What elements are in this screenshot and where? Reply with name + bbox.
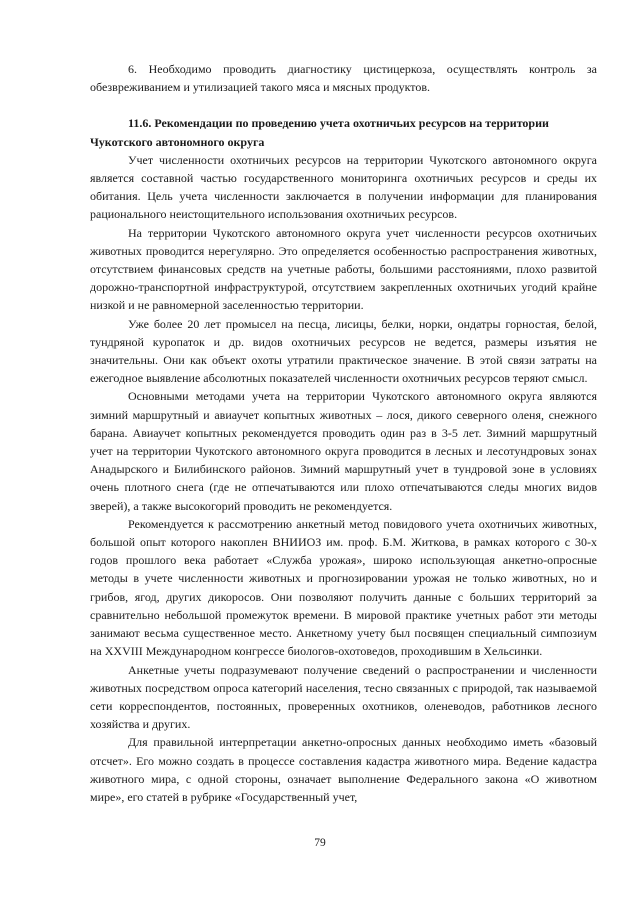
section-heading: 11.6. Рекомендации по проведению учета охотничьих ресурсов на территории Чукотского автономного округа (90, 116, 549, 149)
body-paragraph: Рекомендуется к рассмотрению анкетный метод повидового учета охотничьих животных, большой опыт которого накоплен ВНИИОЗ им. проф. Б.М. Житкова, в рамках которого с 30-х годов прошлого века работает «Служба урожая», широко использующая анкетно-опросные методы в учете численности животных и прогнозировании урожая не только животных, но и грибов, ягод, других дикоросов. Они позволяют получить данные с больших территорий за сравнительно небольшой промежуток времени. В мировой практике учетных работ эти методы занимают весьма существенное место. Анкетному учету был посвящен специальный симпозиум на XXVIII Международном конгрессе биологов-охотоведов, проходившим в Хельсинки. (90, 516, 597, 659)
page-number: 79 (314, 837, 326, 849)
body-paragraph: Уже более 20 лет промысел на песца, лисицы, белки, норки, ондатры горностая, белой, тундряной куропаток и др. видов охотничьих ресурсов не ведется, размеры изъятия не значительны. Они как объект охоты утратили практическое значение. В этой связи затраты на ежегодное выявление абсолютных показателей численности охотничьих ресурсов теряют смысл. (90, 316, 597, 386)
page-body (90, 60, 597, 806)
body-paragraph: Для правильной интерпретации анкетно-опросных данных необходимо иметь «базовый отсчет». Его можно создать в процессе составления кадастра животного мира. Ведение кадастра животного мира, с одной стороны, означает выполнение Федерального закона «О животном мире», его статей в рубрике «Государственный учет, (90, 735, 597, 804)
body-paragraph: На территории Чукотского автономного округа учет численности ресурсов охотничьих животных проводится нерегулярно. Это определяется особенностью распространения животных, отсутствием финансовых средств на учетные работы, большими расстояниями, плохо развитой дорожно-транспортной инфраструктурой, отсутствием закрепленных охотничьих угодий крайне низкой и не равномерной заселенностью территории. (90, 225, 597, 313)
body-paragraph: Анкетные учеты подразумевают получение сведений о распространении и численности животных посредством опроса категорий населения, тесно связанных с природой, так называемой сети корреспондентов, постоянных, проверенных охотников, оленеводов, работников лесного хозяйства и других. (90, 662, 597, 732)
body-paragraph: Учет численности охотничьих ресурсов на территории Чукотского автономного округа является составной частью государственного мониторинга охотничьих ресурсов и среды их обитания. Цель учета численности заключается в получении информации для планирования рационального неистощительного использования охотничьих ресурсов. (90, 152, 597, 222)
intro-paragraph: 6. Необходимо проводить диагностику цистицеркоза, осуществлять контроль за обезвреживанием и утилизацией такого мяса и мясных продуктов. (90, 62, 597, 95)
body-paragraph: Основными методами учета на территории Чукотского автономного округа являются зимний маршрутный и авиаучет копытных животных – лося, дикого северного оленя, снежного барана. Авиаучет копытных рекомендуется проводить один раз в 3-5 лет. Зимний маршрутный учет на территории Чукотского автономного округа проводится в лесных и лесотундровых зонах Анадырского и Билибинского районов. Зимний маршрутный учет в тундровой зоне в условиях очень плотного снега (где не отпечатываются или плохо отпечатываются следы многих видов зверей), а также высокогорий проводить не рекомендуется. (90, 389, 597, 513)
